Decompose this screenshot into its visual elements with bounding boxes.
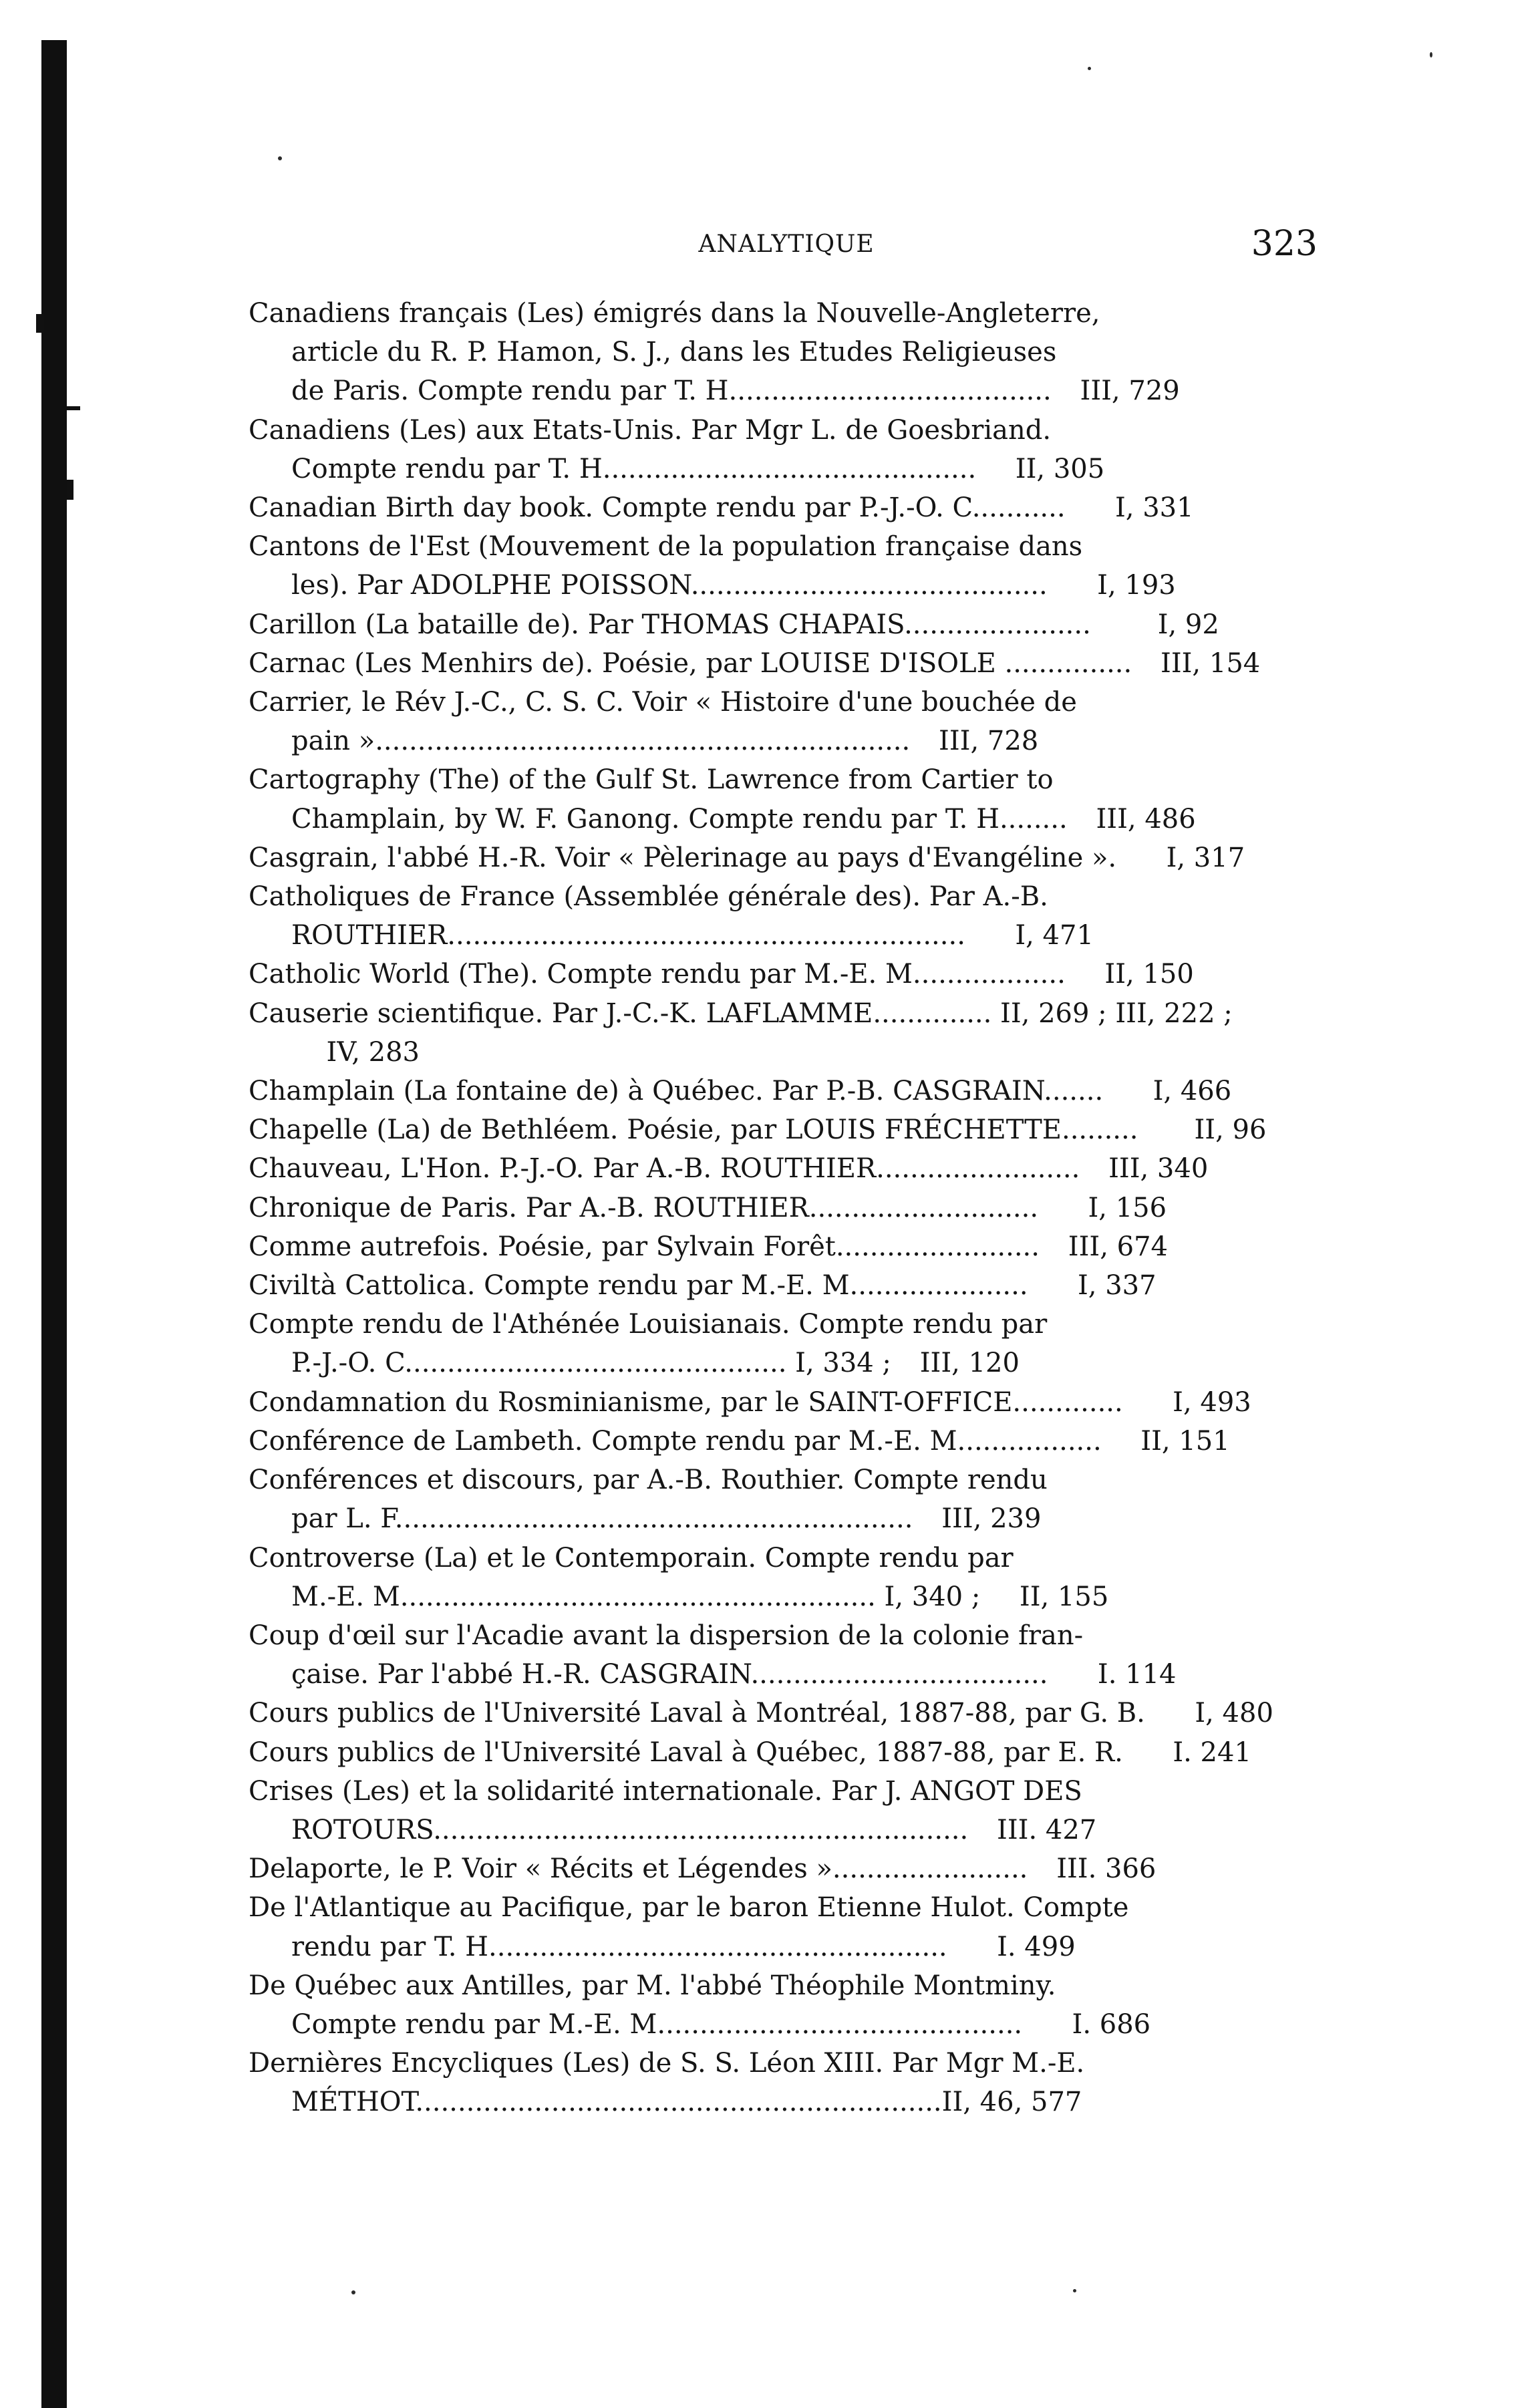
entry-text-continuation: de Paris. Compte rendu par T. H...................................... <box>291 375 1052 407</box>
entry-text: Compte rendu de l'Athénée Louisianais. Compte rendu par <box>249 1309 1048 1340</box>
index-entry <box>249 1110 1324 1149</box>
entry-text: Chauveau, L'Hon. P.-J.-O. Par A.-B. ROUTHIER........................ <box>249 1153 1080 1185</box>
index-entry <box>249 1888 1324 1966</box>
index-entry <box>249 1189 1324 1227</box>
entry-text-continuation: Champlain, by W. F. Ganong. Compte rendu par T. H........ <box>291 803 1068 835</box>
entry-text: Carrier, le Rév J.-C., C. S. C. Voir « Histoire d'une bouchée de <box>249 687 1077 718</box>
entry-page-reference: IV, 283 <box>326 1036 420 1068</box>
index-entry <box>249 411 1324 488</box>
entry-text: Carillon (La bataille de). Par THOMAS CHAPAIS...................... <box>249 609 1091 640</box>
entry-page-reference: II, 46, 577 <box>941 2087 1082 2118</box>
entry-page-reference: II, 151 <box>1140 1425 1230 1457</box>
entry-text: De l'Atlantique au Pacifique, par le baron Etienne Hulot. Compte <box>249 1892 1129 1924</box>
index-entry <box>249 1616 1324 1694</box>
entry-page-reference: III, 154 <box>1161 647 1261 679</box>
entry-page-reference: I, 480 <box>1195 1698 1273 1729</box>
entry-text-continuation: rendu par T. H...................................................... <box>291 1931 947 1962</box>
index-entry <box>249 527 1324 605</box>
page-number: 323 <box>1251 224 1318 264</box>
page-header <box>249 224 1324 271</box>
index-entry <box>249 1422 1324 1461</box>
entry-page-reference: III, 728 <box>939 726 1039 757</box>
entry-text: Conférences et discours, par A.-B. Routhier. Compte rendu <box>249 1465 1048 1496</box>
entry-page-reference: III, 239 <box>941 1503 1042 1535</box>
index-entry <box>249 1149 1324 1188</box>
entry-text: Coup d'œil sur l'Acadie avant la dispersion de la colonie fran- <box>249 1620 1084 1651</box>
running-head: ANALYTIQUE <box>698 231 875 258</box>
entry-text: Civiltà Cattolica. Compte rendu par M.-E. M..................... <box>249 1270 1028 1302</box>
index-entry <box>249 1966 1324 2044</box>
entry-page-reference: III. 366 <box>1056 1853 1157 1885</box>
entry-text-continuation: les). Par ADOLPHE POISSON.......................................... <box>291 570 1048 601</box>
entry-text: Champlain (La fontaine de) à Québec. Par P.-B. CASGRAIN....... <box>249 1076 1104 1107</box>
entry-page-reference: III, 674 <box>1068 1231 1168 1262</box>
index-entry <box>249 644 1324 683</box>
index-entry <box>249 1772 1324 1849</box>
entry-text-continuation: pain »............................................................... <box>291 726 911 757</box>
entry-text-continuation: Compte rendu par T. H............................................ <box>291 453 977 484</box>
entry-page-reference: I. 114 <box>1097 1659 1177 1690</box>
entry-page-reference: I, 466 <box>1152 1076 1232 1107</box>
scan-speck <box>278 156 282 160</box>
entry-page-reference: I, 92 <box>1157 609 1219 640</box>
entry-page-reference: I, 317 <box>1166 842 1245 873</box>
entry-page-reference: III, 120 <box>919 1348 1020 1379</box>
index-entry <box>249 1694 1324 1733</box>
index-entry <box>249 1072 1324 1110</box>
entry-text: Catholiques de France (Assemblée générale des). Par A.-B. <box>249 881 1048 913</box>
entry-text-continuation: P.-J.-O. C............................................. I, 334 ; <box>291 1348 891 1379</box>
entry-page-reference: I. 241 <box>1173 1737 1251 1768</box>
entry-text: Causerie scientifique. Par J.-C.-K. LAFLAMME.............. II, 269 ; III, 222 ; <box>249 998 1233 1029</box>
entry-text: Delaporte, le P. Voir « Récits et Légendes »....................... <box>249 1853 1028 1885</box>
entry-page-reference: I, 337 <box>1077 1270 1157 1302</box>
scan-speck <box>1430 52 1432 57</box>
index-entry <box>249 994 1324 1072</box>
index-entry <box>249 1227 1324 1266</box>
entry-text: Canadian Birth day book. Compte rendu par P.-J.-O. C........... <box>249 492 1066 524</box>
entry-page-reference: III, 340 <box>1108 1153 1209 1185</box>
index-entry <box>249 1383 1324 1422</box>
index-entry <box>249 2044 1324 2121</box>
entry-text: Casgrain, l'abbé H.-R. Voir « Pèlerinage au pays d'Evangéline ». <box>249 842 1117 873</box>
index-entry <box>249 683 1324 760</box>
entry-page-reference: I, 193 <box>1097 570 1176 601</box>
scan-speck <box>1073 2289 1076 2292</box>
entry-text: Chapelle (La) de Bethléem. Poésie, par LOUIS FRÉCHETTE......... <box>249 1114 1138 1146</box>
index-entry <box>249 760 1324 838</box>
entry-text: Canadiens français (Les) émigrés dans la Nouvelle-Angleterre, <box>249 298 1100 329</box>
index-entry <box>249 605 1324 644</box>
entry-page-reference: I. 499 <box>997 1931 1076 1962</box>
index-entry <box>249 1733 1324 1772</box>
scan-speck <box>351 2290 355 2294</box>
entry-page-reference: III, 729 <box>1080 375 1180 407</box>
entry-text: Cours publics de l'Université Laval à Montréal, 1887-88, par G. B. <box>249 1698 1145 1729</box>
entry-text: Canadiens (Les) aux Etats-Unis. Par Mgr L. de Goesbriand. <box>249 414 1052 446</box>
scan-edge-bar <box>41 40 67 2408</box>
entry-text-continuation: article du R. P. Hamon, S. J., dans les Etudes Religieuses <box>291 337 1057 368</box>
entry-text: Cantons de l'Est (Mouvement de la population française dans <box>249 531 1083 563</box>
entry-text: Conférence de Lambeth. Compte rendu par M.-E. M................. <box>249 1425 1102 1457</box>
entry-text: Carnac (Les Menhirs de). Poésie, par LOUISE D'ISOLE ............... <box>249 647 1132 679</box>
entry-page-reference: I, 493 <box>1173 1386 1251 1418</box>
scan-speck <box>1088 67 1091 70</box>
entry-text: Cartography (The) of the Gulf St. Lawrence from Cartier to <box>249 764 1054 796</box>
entry-page-reference: II, 150 <box>1104 959 1194 990</box>
entry-page-reference: II, 96 <box>1194 1114 1267 1146</box>
entry-text: Controverse (La) et le Contemporain. Compte rendu par <box>249 1542 1014 1573</box>
entry-text-continuation: par L. F............................................................. <box>291 1503 913 1535</box>
index-entry <box>249 488 1324 527</box>
entry-text: Chronique de Paris. Par A.-B. ROUTHIER........................... <box>249 1192 1039 1223</box>
entry-page-reference: I, 331 <box>1115 492 1194 524</box>
index-list <box>249 294 1324 2122</box>
entry-page-reference: III, 486 <box>1096 803 1196 835</box>
entry-text: De Québec aux Antilles, par M. l'abbé Théophile Montminy. <box>249 1970 1056 2001</box>
scan-edge-notch <box>67 480 73 500</box>
entry-page-reference: III. 427 <box>997 1814 1097 1845</box>
entry-text: Condamnation du Rosminianisme, par le SAINT-OFFICE............. <box>249 1386 1123 1418</box>
entry-text-continuation: MÉTHOT.............................................................. <box>291 2087 942 2118</box>
index-entry <box>249 294 1324 411</box>
entry-text-continuation: ROUTHIER............................................................. <box>291 920 965 951</box>
entry-text-continuation: Compte rendu par M.-E. M........................................... <box>291 2008 1023 2040</box>
entry-page-reference: I, 471 <box>1015 920 1094 951</box>
entry-text: Catholic World (The). Compte rendu par M.-E. M.................. <box>249 959 1066 990</box>
scan-edge-notch <box>67 406 80 410</box>
entry-text: Comme autrefois. Poésie, par Sylvain Forêt........................ <box>249 1231 1040 1262</box>
index-entry <box>249 839 1324 877</box>
entry-text-continuation: M.-E. M........................................................ I, 340 ; <box>291 1581 981 1612</box>
entry-page-reference: I. 686 <box>1072 2008 1151 2040</box>
index-entry <box>249 1305 1324 1382</box>
index-entry <box>249 1266 1324 1305</box>
index-entry <box>249 877 1324 955</box>
entry-text-continuation: çaise. Par l'abbé H.-R. CASGRAIN................................... <box>291 1659 1048 1690</box>
scan-edge-notch <box>36 314 44 333</box>
entry-page-reference: II, 305 <box>1015 453 1105 484</box>
index-entry <box>249 955 1324 994</box>
index-entry <box>249 1461 1324 1538</box>
index-entry <box>249 1539 1324 1616</box>
index-entry <box>249 1849 1324 1888</box>
entry-text: Dernières Encycliques (Les) de S. S. Léon XIII. Par Mgr M.-E. <box>249 2048 1085 2079</box>
entry-text-continuation: ROTOURS............................................................... <box>291 1814 969 1845</box>
entry-page-reference: II, 155 <box>1019 1581 1109 1612</box>
entry-page-reference: I, 156 <box>1088 1192 1167 1223</box>
entry-text: Cours publics de l'Université Laval à Québec, 1887-88, par E. R. <box>249 1737 1123 1768</box>
entry-text: Crises (Les) et la solidarité internationale. Par J. ANGOT DES <box>249 1775 1082 1807</box>
